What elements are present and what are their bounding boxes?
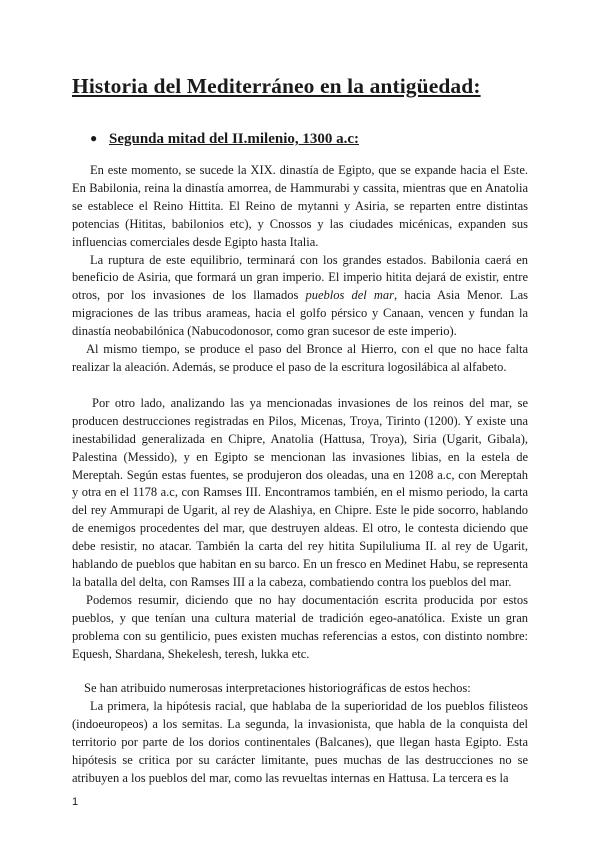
paragraph-4: Por otro lado, analizando las ya mencionadas invasiones de los reinos del mar, se producen destrucciones registradas en Pilos, Micenas, Troya, Tirinto (1200). Y existe una inestabilidad generalizada en Chipre, Anatolia (Hattusa, Troya), Siria (Ugarit, Gibala), Palestina (Messido), y en Egipto se mencionan las invasiones libias, en la estela de Mereptah. Según estas fuentes, se produjeron dos oleadas, una en 1208 a.c, con Mereptah y otra en el 1178 a.c, con Ramses III. Encontramos también, en el mismo periodo, la carta del rey Ammurapi de Ugarit, al rey de Alashiya, en Chipre. Este le pide socorro, hablando de enemigos procedentes del mar, que destruyen aldeas. El otro, le contesta diciendo que debe resistir, no atacar. También la carta del rey hitita Supiluliuma II. al rey de Ugarit, hablando de pueblos que habitan en su barco. En un fresco en Medinet Habu, se representa la batalla del delta, con Ramses III a la cabeza, combatiendo contra los pueblos del mar. bbox=[72, 395, 528, 589]
section-heading-text: Segunda mitad del II.milenio, 1300 a.c: bbox=[109, 131, 360, 147]
paragraph-5: Podemos resumir, diciendo que no hay documentación escrita producida por estos pueblos, y que tenían una cultura material de tradición egeo-anatólica. Existe un gran problema con su gentilicio, pues existen muchas referencias a estos, con distinto nombre: Equesh, Shardana, Shekelesh, teresh, lukka etc. bbox=[72, 592, 528, 661]
document-title: Historia del Mediterráneo en la antigüedad: bbox=[72, 74, 481, 98]
paragraph-2-before: La ruptura de este equilibrio, terminará con los grandes estados. Babilonia caerá en beneficio de Asiria, que formará un gran imperio. El imperio hitita dejará de existir, entre otros, por los invasiones de los llamados bbox=[72, 252, 528, 303]
paragraph-2 bbox=[72, 252, 528, 342]
paragraph-3: Al mismo tiempo, se produce el paso del Bronce al Hierro, con el que no hace falta realizar la aleación. Además, se produce el paso de la escritura logosilábica al alfabeto. bbox=[72, 342, 528, 374]
paragraph-7: La primera, la hipótesis racial, que hablaba de la superioridad de los pueblos filisteos (indoeuropeos) a los semitas. La segunda, la invasionista, que habla de la conquista del territorio por parte de los dorios continentales (Balcanes), que llegan hasta Egipto. Esta hipótesis se critica por su carácter limitante, pues muchas de las destrucciones no se atribuyen a los pueblos del mar, como las revueltas internas en Hattusa. La tercera es la bbox=[72, 699, 528, 785]
section-heading bbox=[90, 131, 359, 148]
pueblos-del-mar-italic: pueblos del mar bbox=[305, 288, 394, 303]
bullet-icon: ● bbox=[90, 131, 98, 145]
document-body bbox=[72, 162, 528, 788]
paragraph-1: En este momento, se sucede la XIX. dinastía de Egipto, que se expande hacia el Este. En Babilonia, reina la dinastía amorrea, de Hammurabi y cassita, mientras que en Anatolia se establece el Reino Hittita. El Reino de mytanni y Asiria, se reparten entre distintas potencias (Hititas, babilonios etc), y Cnossos y las ciudades micénicas, expanden sus influencias comerciales desde Egipto hasta Italia. bbox=[72, 163, 528, 249]
page-number: 1 bbox=[72, 796, 79, 808]
paragraph-6: Se han atribuido numerosas interpretaciones historiográficas de estos hechos: bbox=[84, 681, 471, 696]
paragraph-2-after: , hacia Asia Menor. Las migraciones de las tribus arameas, hacia el golfo pérsico y Canaan, vencen y fundan la dinastía neobabilónica (Nabucodonosor, como gran sucesor de este imperio). bbox=[72, 288, 528, 339]
